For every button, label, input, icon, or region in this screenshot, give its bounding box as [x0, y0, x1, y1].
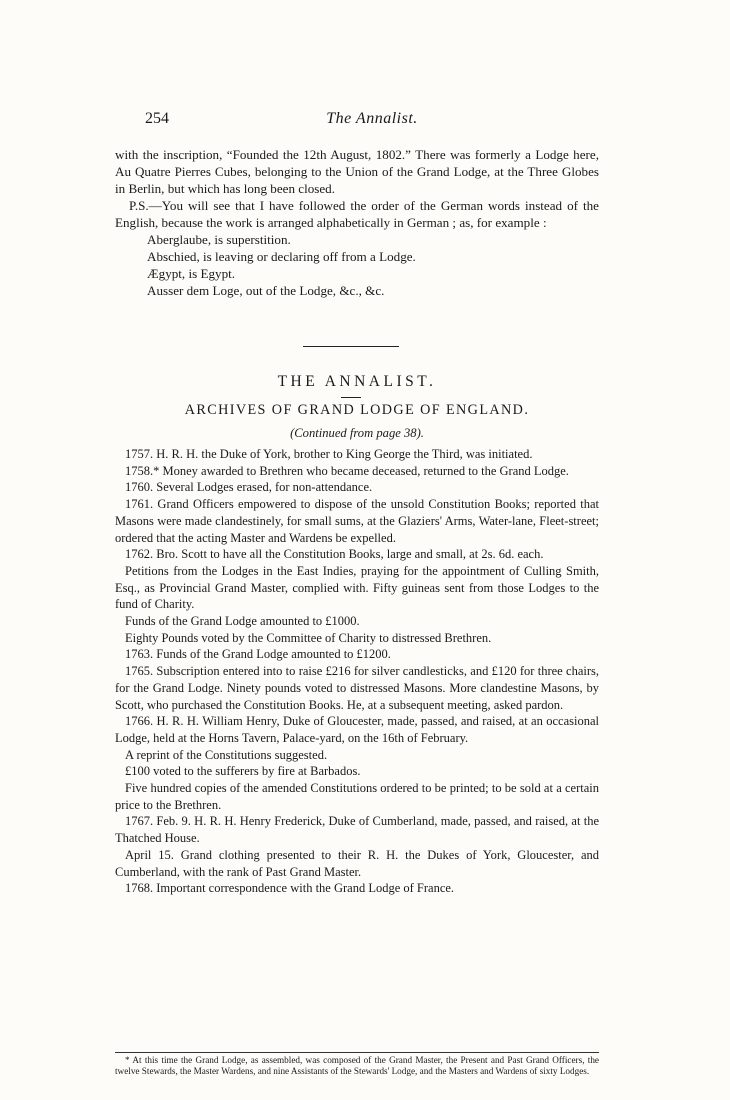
word-example: Ægypt, is Egypt. — [147, 266, 236, 281]
page-header — [145, 110, 599, 130]
archive-entry: Petitions from the Lodges in the East Indies, praying for the appointment of Culling Smith, Esq., as Provincial Grand Master, complied with. Fifty guineas sent from those Lodges to the fund of Charity. — [115, 563, 599, 612]
section-divider — [303, 346, 399, 347]
archive-entry: A reprint of the Constitutions suggested. — [125, 747, 328, 762]
page-number: 254 — [145, 110, 169, 127]
archive-entry: 1760. Several Lodges erased, for non-attendance. — [125, 480, 373, 495]
word-example: Ausser dem Loge, out of the Lodge, &c., &c. — [147, 283, 385, 298]
footnote-text: * At this time the Grand Lodge, as assembled, was composed of the Grand Master, the Present and Past Grand Officers, the twelve Stewards, the Master Wardens, and nine Assistants of the Stewards' Lodge, and the Masters and Wardens of sixty Lodges. — [115, 1055, 599, 1076]
continued-note: (Continued from page 38). — [290, 426, 424, 440]
postscript-paragraph: P.S.—You will see that I have followed the order of the German words instead of the English, because the work is arranged alphabetically in German ; as, for example : — [115, 198, 599, 230]
footnote-rule — [115, 1052, 599, 1053]
archive-entry: 1762. Bro. Scott to have all the Constitution Books, large and small, at 2s. 6d. each. — [125, 547, 544, 562]
archive-entry: April 15. Grand clothing presented to their R. H. the Dukes of York, Gloucester, and Cumberland, with the rank of Past Grand Master. — [115, 847, 599, 879]
word-examples — [147, 231, 599, 299]
archive-entry: Five hundred copies of the amended Constitutions ordered to be printed; to be sold at a certain price to the Brethren. — [115, 781, 599, 812]
archive-entry: Funds of the Grand Lodge amounted to £1000. — [125, 614, 360, 629]
archive-entries — [115, 446, 599, 897]
word-example: Aberglaube, is superstition. — [147, 232, 291, 247]
archive-entry: 1766. H. R. H. William Henry, Duke of Gloucester, made, passed, and raised, at an occasional Lodge, held at the Horns Tavern, Palace-yard, on the 16th of February. — [115, 714, 599, 745]
archive-entry: 1768. Important correspondence with the Grand Lodge of France. — [125, 881, 455, 896]
word-example: Abschied, is leaving or declaring off from a Lodge. — [147, 249, 416, 264]
paragraph: with the inscription, “Founded the 12th August, 1802.” There was formerly a Lodge here, Au Quatre Pierres Cubes, belonging to the Union of the Grand Lodge, at the Three Globes in Berlin, but which has long been closed. — [115, 147, 599, 196]
archive-entry: 1758.* Money awarded to Brethren who became deceased, returned to the Grand Lodge. — [125, 463, 569, 478]
archive-entry: 1763. Funds of the Grand Lodge amounted to £1200. — [125, 647, 391, 662]
archive-entry: 1761. Grand Officers empowered to dispose of the unsold Constitution Books; reported that Masons were made clandestinely, for small sums, at the Glaziers' Arms, Water-lane, Fleet-street; ordered that the acting Master and Wardens be expelled. — [115, 497, 599, 545]
archive-entry: 1765. Subscription entered into to raise £216 for silver candlesticks, and £120 for three chairs, for the Grand Lodge. Ninety pounds voted to distressed Masons. More clandestine Masons, by Scott, who purchased the Constitution Books. He, at a subsequent meeting, asked pardon. — [115, 664, 599, 712]
section-subtitle: ARCHIVES OF GRAND LODGE OF ENGLAND. — [184, 402, 530, 418]
footnote — [115, 1055, 599, 1077]
section-title: THE ANNALIST. — [277, 373, 437, 390]
title-rule — [341, 397, 361, 398]
continued-letter-text — [115, 146, 599, 299]
archive-entry: Eighty Pounds voted by the Committee of Charity to distressed Brethren. — [125, 630, 492, 645]
running-title: The Annalist. — [326, 110, 418, 127]
archive-entry: £100 voted to the sufferers by fire at Barbados. — [125, 764, 361, 779]
archive-entry: 1767. Feb. 9. H. R. H. Henry Frederick, Duke of Cumberland, made, passed, and raised, at the Thatched House. — [115, 814, 599, 846]
archive-entry: 1757. H. R. H. the Duke of York, brother to King George the Third, was initiated. — [125, 447, 533, 461]
